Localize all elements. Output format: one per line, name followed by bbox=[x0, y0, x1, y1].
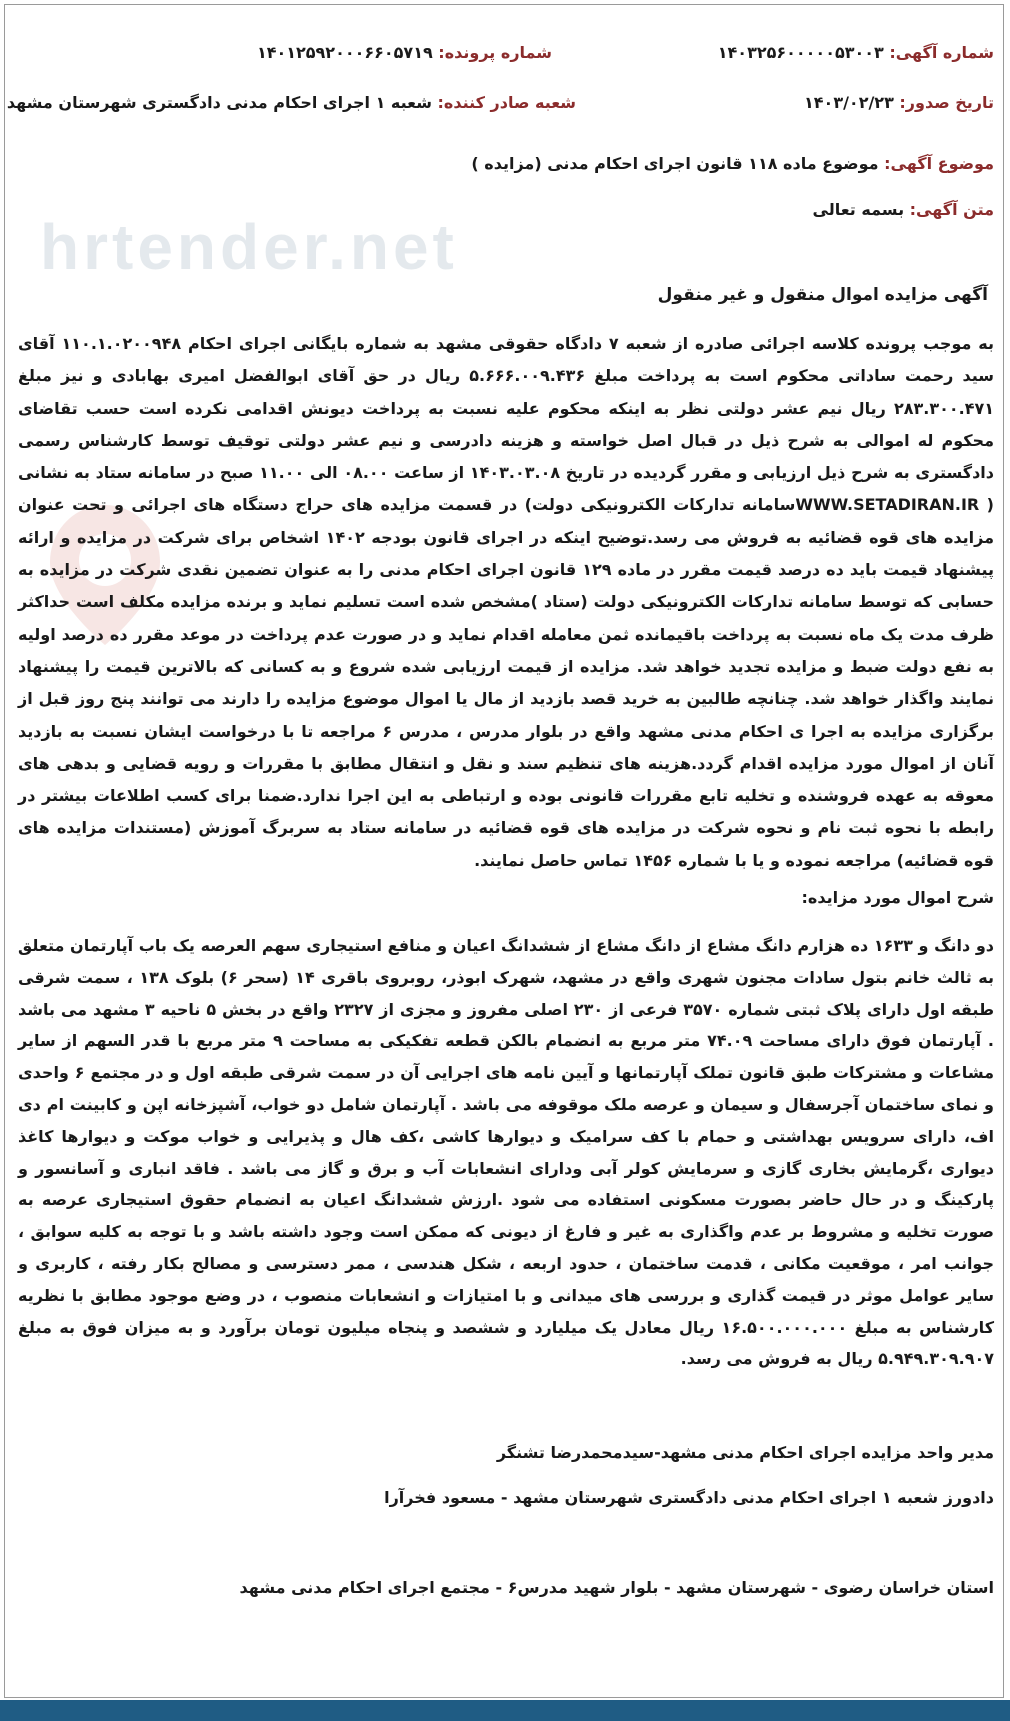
notice-number-label: شماره آگهی: bbox=[889, 43, 994, 62]
property-description-paragraph: دو دانگ و ۱۶۳۳ ده هزارم دانگ مشاع از دانگ مشاع از ششدانگ اعیان و منافع استیجاری سهم العرصه یک باب آپارتمان متعلق به ثالث خانم بتول سادات مجنون شهری واقع در مشهد، شهرک ابوذر، روبروی باقری ۱۴ (سحر ۶) بلوک ۱۳۸ ، سمت شرقی طبقه اول دارای پلاک ثبتی شماره ۳۵۷۰ فرعی از ۲۳۰ اصلی مفروز و مجزی از ۲۳۲۷ واقع در بخش ۵ ناحیه ۳ مشهد می باشد . آپارتمان فوق دارای مساحت ۷۴.۰۹ متر مربع به انضمام بالکن قطعه تفکیکی به مساحت ۹ متر مربع با قدر السهم از سایر مشاعات و مشترکات طبق قانون تملک آپارتمانها و آیین نامه های اجرایی آن در سمت شرقی طبقه اول و در مجتمع ۶ واحدی و نمای ساختمان آجرسفال و سیمان و عرصه ملک موقوفه می باشد . آپارتمان شامل دو خواب، آشپزخانه اپن و کابینت ام دی اف، دارای سرویس بهداشتی و حمام با کف سرامیک و دیوارها کاشی ،کف هال و پذیرایی و خواب موکت و دیوارها کاغذ دیواری ،گرمایش بخاری گازی و سرمایش کولر آبی ودارای انشعابات آب و برق و گاز می باشد . فاقد انباری و آسانسور و پارکینگ و در حال حاضر بصورت مسکونی استفاده می شود .ارزش ششدانگ اعیان به انضمام حقوق استیجاری عرصه به صورت تخلیه و مشروط بر عدم واگذاری به غیر و فارغ از دیونی که ممکن است وجود داشته باشد و با توجه به کلیه سوابق ، جوانب امر ، موقعیت مکانی ، قدمت ساختمان ، حدود اربعه ، شکل هندسی ، ممر دسترسی و مصالح بکار رفته ، کاربری و سایر عوامل موثر در قیمت گذاری و بررسی های میدانی و با امتیازات و انشعابات منصوب ، در وضع موجود مطابق با نظریه کارشناس به مبلغ ۱۶.۵۰۰.۰۰۰.۰۰۰ ریال معادل یک میلیارد و ششصد و پنجاه میلیون تومان برآورد و به میزان فوق به مبلغ ۵.۹۴۹.۳۰۹.۹۰۷ ریال به فروش می رسد. bbox=[18, 936, 995, 1369]
case-number: ۱۴۰۱۲۵۹۲۰۰۰۶۶۰۵۷۱۹ bbox=[256, 43, 433, 62]
case-number-label: شماره پرونده: bbox=[438, 43, 552, 62]
property-heading: شرح اموال مورد مزایده: bbox=[801, 888, 994, 907]
auction-terms-paragraph: به موجب پرونده کلاسه اجرائی صادره از شعبه ۷ دادگاه حقوقی مشهد به شماره بایگانی اجرای احکام ۱۱۰.۱.۰۲۰۰۹۴۸ آقای سید رحمت ساداتی محکوم است به پرداخت مبلغ ۵.۶۶۶.۰۰۹.۴۳۶ ریال در حق آقای ابوالفضل امیری بهابادی و نیز مبلغ ۲۸۳.۳۰۰.۴۷۱ ریال نیم عشر دولتی نظر به اینکه محکوم علیه نسبت به پرداخت دیونش اقدامی نکرده است حسب تقاضای محکوم له اموالی به شرح ذیل در قبال اصل خواسته و هزینه دادرسی و نیم عشر دولتی توقیف توسط کارشناس رسمی دادگستری به شرح ذیل ارزیابی و مقرر گردیده در تاریخ ۱۴۰۳.۰۳.۰۸ از ساعت ۰۸.۰۰ الی ۱۱.۰۰ صبح در سامانه ستاد به نشانی ( WWW.SETADIRAN.IRسامانه تدارکات الکترونیکی دولت) در قسمت مزایده های حراج دستگاه های اجرائی و تحت عنوان مزایده های قوه قضائیه به فروش می رسد.توضیح اینکه در اجرای قانون بودجه ۱۴۰۲ اشخاص برای شرکت در مزایده و ارائه پیشنهاد قیمت باید ده درصد قیمت مقرر در ماده ۱۲۹ قانون اجرای احکام مدنی را به عنوان تضمین نقدی شرکت در مزایده به حسابی که توسط سامانه تدارکات الکترونیکی دولت (ستاد )مشخص شده است تسلیم نماید و برنده مزایده مکلف است حداکثر ظرف مدت یک ماه نسبت به پرداخت باقیمانده ثمن معامله اقدام نماید و در صورت عدم پرداخت در موعد مقرر ده درصد اولیه به نفع دولت ضبط و مزایده تجدید خواهد شد. مزایده از قیمت ارزیابی شده شروع و به کسانی که بالاترین قیمت را پیشنهاد نمایند واگذار خواهد شد. چنانچه طالبین به خرید قصد بازدید از مال یا اموال موضوع مزایده را دارند می توانند پنج روز قبل از برگزاری مزایده به اجرا ی احکام مدنی مشهد واقع در بلوار مدرس ، مدرس ۶ مراجعه تا با درخواست ایشان نسبت به بازدید آنان از اموال مورد مزایده اقدام گردد.هزینه های تنظیم سند و نقل و انتقال مطابق با مقررات و رویه قضایی و بدهی های معوقه به عهده فروشنده و تخلیه تابع مقررات قانونی بوده و ارتباطی به این اجرا ندارد.ضمنا برای کسب اطلاعات بیشتر در رابطه با نحوه ثبت نام و نحوه شرکت در مزایده های قوه قضائیه در سامانه ستاد به سربرگ آموزش (مستندات مزایده های قوه قضائیه) مراجعه نموده و یا با شماره ۱۴۵۶ تماس حاصل نمایند. bbox=[18, 334, 995, 870]
notice-number-row bbox=[718, 42, 994, 64]
footer-address: استان خراسان رضوی - شهرستان مشهد - بلوار شهید مدرس۶ - مجتمع اجرای احکام مدنی مشهد bbox=[239, 1578, 994, 1597]
issue-date: ۱۴۰۳/۰۲/۲۳ bbox=[804, 93, 894, 112]
manager-signature: مدیر واحد مزایده اجرای احکام مدنی مشهد-سیدمحمدرضا تشنگر bbox=[496, 1443, 994, 1462]
subject-label: موضوع آگهی: bbox=[884, 154, 994, 173]
notice-text-row bbox=[813, 199, 994, 221]
issuing-branch-label: شعبه صادر کننده: bbox=[437, 93, 576, 112]
auction-title: آگهی مزایده اموال منقول و غیر منقول bbox=[657, 285, 988, 305]
watermark-text: hrtender.net bbox=[40, 211, 458, 283]
issuing-branch-row bbox=[7, 92, 576, 114]
issue-date-label: تاریخ صدور: bbox=[899, 93, 994, 112]
notice-opening: بسمه تعالی bbox=[812, 200, 905, 219]
issuing-branch: شعبه ۱ اجرای احکام مدنی دادگستری شهرستان مشهد bbox=[6, 93, 432, 112]
judge-signature: دادورز شعبه ۱ اجرای احکام مدنی دادگستری شهرستان مشهد - مسعود فخرآرا bbox=[384, 1488, 994, 1507]
notice-text-label: متن آگهی: bbox=[909, 200, 994, 219]
subject-text: موضوع ماده ۱۱۸ قانون اجرای احکام مدنی (مزایده ) bbox=[471, 154, 879, 173]
issue-date-row bbox=[804, 92, 994, 114]
bottom-band bbox=[0, 1700, 1010, 1721]
subject-row bbox=[471, 153, 994, 175]
case-number-row bbox=[257, 42, 552, 64]
notice-number: ۱۴۰۳۲۵۶۰۰۰۰۰۵۳۰۰۳ bbox=[717, 43, 884, 62]
watermark bbox=[40, 210, 600, 290]
